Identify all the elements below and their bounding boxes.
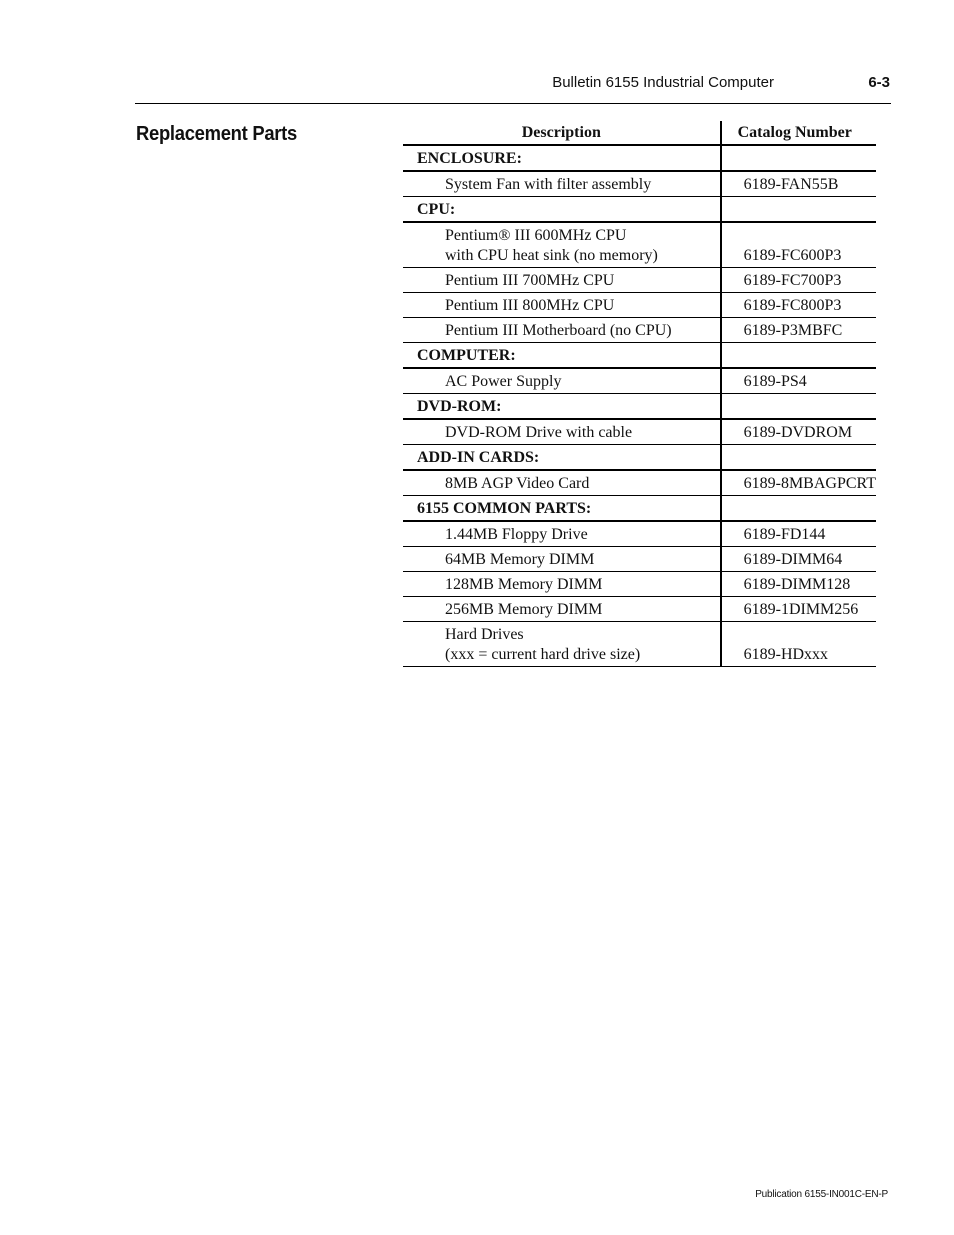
part-description xyxy=(403,368,721,394)
table-row xyxy=(403,622,876,667)
description-line: DVD-ROM: xyxy=(417,398,502,415)
catalog-number: 6189-FAN55B xyxy=(721,171,876,197)
section-title: Replacement Parts xyxy=(136,123,297,145)
description-line: Pentium III 700MHz CPU xyxy=(445,272,615,289)
part-description xyxy=(403,572,721,597)
part-description xyxy=(403,521,721,547)
description-line: 6155 COMMON PARTS: xyxy=(417,500,592,517)
table-row xyxy=(403,572,876,597)
description-line: CPU: xyxy=(417,201,456,218)
description-line: ENCLOSURE: xyxy=(417,150,522,167)
catalog-number: 6189-FD144 xyxy=(721,521,876,547)
table-row xyxy=(403,268,876,293)
catalog-number: 6189-FC600P3 xyxy=(721,222,876,268)
description-line: Hard Drives xyxy=(445,626,524,643)
category-row xyxy=(403,197,876,223)
header-divider xyxy=(135,103,891,104)
part-description xyxy=(403,419,721,445)
catalog-number: 6189-P3MBFC xyxy=(721,318,876,343)
column-header-description: Description xyxy=(403,121,721,145)
part-description xyxy=(403,318,721,343)
description-line: COMPUTER: xyxy=(417,347,516,364)
description-line: 8MB AGP Video Card xyxy=(445,475,590,492)
catalog-number: 6189-FC800P3 xyxy=(721,293,876,318)
part-description xyxy=(403,222,721,268)
category-row xyxy=(403,343,876,369)
catalog-number: 6189-PS4 xyxy=(721,368,876,394)
catalog-number: 6189-1DIMM256 xyxy=(721,597,876,622)
description-line: Pentium® III 600MHz CPU xyxy=(445,227,627,244)
catalog-number xyxy=(721,445,876,471)
description-line: AC Power Supply xyxy=(445,373,562,390)
table-body xyxy=(403,145,876,667)
description-line: 64MB Memory DIMM xyxy=(445,551,595,568)
table-row xyxy=(403,171,876,197)
description-line: DVD-ROM Drive with cable xyxy=(445,424,633,441)
part-description xyxy=(403,171,721,197)
description-line: Pentium III 800MHz CPU xyxy=(445,297,615,314)
table-row xyxy=(403,368,876,394)
catalog-number xyxy=(721,496,876,522)
running-header-title: Bulletin 6155 Industrial Computer xyxy=(552,74,774,91)
category-label xyxy=(403,145,721,171)
catalog-number xyxy=(721,145,876,171)
category-row xyxy=(403,496,876,522)
category-label xyxy=(403,445,721,471)
page-number: 6-3 xyxy=(868,74,890,91)
replacement-parts-table xyxy=(403,121,876,667)
catalog-number xyxy=(721,197,876,223)
category-label xyxy=(403,496,721,522)
category-row xyxy=(403,145,876,171)
catalog-number xyxy=(721,343,876,369)
table-row xyxy=(403,222,876,268)
description-line: System Fan with filter assembly xyxy=(445,176,652,193)
publication-footer: Publication 6155-IN001C-EN-P xyxy=(755,1189,888,1200)
table-row xyxy=(403,521,876,547)
table-row xyxy=(403,318,876,343)
description-line: 256MB Memory DIMM xyxy=(445,601,603,618)
catalog-number: 6189-HDxxx xyxy=(721,622,876,667)
table-row xyxy=(403,547,876,572)
part-description xyxy=(403,622,721,667)
catalog-number: 6189-DVDROM xyxy=(721,419,876,445)
column-header-catalog-number: Catalog Number xyxy=(721,121,876,145)
table-row xyxy=(403,597,876,622)
description-line: Pentium III Motherboard (no CPU) xyxy=(445,322,672,339)
category-label xyxy=(403,197,721,223)
description-line-2: with CPU heat sink (no memory) xyxy=(445,247,658,264)
catalog-number: 6189-DIMM64 xyxy=(721,547,876,572)
description-line: 1.44MB Floppy Drive xyxy=(445,526,588,543)
part-description xyxy=(403,470,721,496)
table-row xyxy=(403,293,876,318)
description-line: ADD-IN CARDS: xyxy=(417,449,540,466)
category-row xyxy=(403,445,876,471)
part-description xyxy=(403,547,721,572)
catalog-number xyxy=(721,394,876,420)
category-label xyxy=(403,343,721,369)
category-row xyxy=(403,394,876,420)
catalog-number: 6189-8MBAGPCRT xyxy=(721,470,876,496)
table-header-row xyxy=(403,121,876,145)
part-description xyxy=(403,268,721,293)
table-row xyxy=(403,470,876,496)
catalog-number: 6189-DIMM128 xyxy=(721,572,876,597)
description-line-2: (xxx = current hard drive size) xyxy=(445,646,641,663)
description-line: 128MB Memory DIMM xyxy=(445,576,603,593)
table-row xyxy=(403,419,876,445)
category-label xyxy=(403,394,721,420)
catalog-number: 6189-FC700P3 xyxy=(721,268,876,293)
part-description xyxy=(403,597,721,622)
part-description xyxy=(403,293,721,318)
